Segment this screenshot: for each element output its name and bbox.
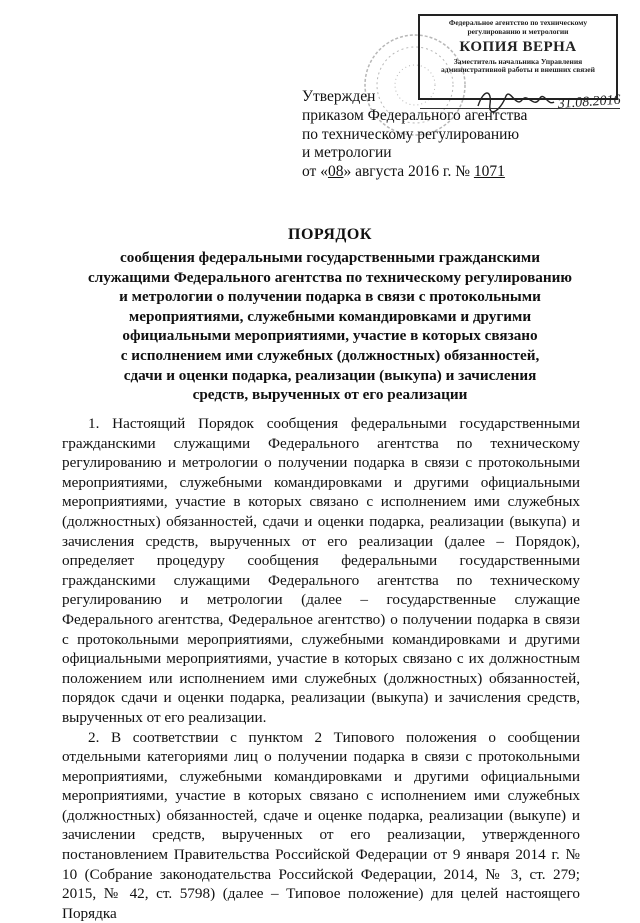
stamp-copy-verified: КОПИЯ ВЕРНА <box>426 39 610 56</box>
approval-date <box>302 163 527 182</box>
stamp-line: Заместитель начальника Управления <box>426 58 610 67</box>
stamp-line: Федеральное агентство по техническому <box>426 19 610 28</box>
stamp-line: регулированию и метрологии <box>426 28 610 37</box>
approval-line: по техническому регулированию <box>302 126 527 145</box>
document-title: ПОРЯДОК <box>50 226 610 244</box>
approval-block <box>302 88 527 182</box>
order-number: 1071 <box>474 163 505 180</box>
date-mid: » августа 2016 г. № <box>343 163 473 180</box>
subtitle-line: с исполнением ими служебных (должностных) обязанностей, <box>50 346 610 366</box>
subtitle-line: сдачи и оценки подарка, реализации (выкупа) и зачисления <box>50 366 610 386</box>
approval-line: приказом Федерального агентства <box>302 107 527 126</box>
paragraph-1: 1. Настоящий Порядок сообщения федеральными государственными гражданскими служащими Федерального агентства по техническому регулированию и метрологии о получении подарка в связи с протокольными мероприятиями, служебными командировками и другими официальными мероприятиями, участие в которых связано с исполнением ими служебных (должностных) обязанностей, сдачи и оценки подарка, реализации (выкупа) и зачисления средств, вырученных от его реализации (далее – Порядок), определяет процедуру сообщения федеральными государственными гражданскими служащими Федерального агентства по техническому регулированию и метрологии (далее – государственные служащие Федерального агентства, Федеральное агентство) о получении подарка в связи с протокольными мероприятиями, служебными командировками и другими официальными мероприятиями, участие в которых связано с их должностным положением или исполнением ими служебных (должностных) обязанностей, порядок сдачи и оценки подарка, реализации (выкупа) и зачисления средств, вырученных от его реализации. <box>62 414 580 728</box>
subtitle-line: средств, вырученных от его реализации <box>50 385 610 405</box>
subtitle-line: служащими Федерального агентства по техническому регулированию <box>50 268 610 288</box>
subtitle-line: официальными мероприятиями, участие в которых связано <box>50 326 610 346</box>
approval-day: 08 <box>328 163 344 180</box>
document-title-block <box>50 226 610 405</box>
stamp-line: административной работы и внешних связей <box>426 66 610 75</box>
svg-text:31.08.2016: 31.08.2016 <box>556 93 621 112</box>
subtitle-line: мероприятиями, служебными командировками и другими <box>50 307 610 327</box>
subtitle-line: сообщения федеральными государственными гражданскими <box>50 248 610 268</box>
subtitle-line: и метрологии о получении подарка в связи с протокольными <box>50 287 610 307</box>
paragraph-2: 2. В соответствии с пунктом 2 Типового положения о сообщении отдельными категориями лиц о получении подарка в связи с протокольными мероприятиями, служебными командировками и другими официальными мероприятиями, участие в которых связано с исполнением ими служебных (должностных) обязанностей, сдаче и оценке подарка, реализации (выкупе) и зачислении средств, вырученных от его реализации, утвержденного постановлением Правительства Российской Федерации от 9 января 2014 г. № 10 (Собрание законодательства Российской Федерации, 2014, № 3, ст. 279; 2015, № 42, ст. 5798) (далее – Типовое положение) для целей настоящего Порядка <box>62 728 580 923</box>
date-prefix: от « <box>302 163 328 180</box>
approval-line: и метрологии <box>302 144 527 163</box>
approval-line: Утвержден <box>302 88 527 107</box>
document-body <box>62 414 580 923</box>
document-subtitle <box>50 248 610 405</box>
